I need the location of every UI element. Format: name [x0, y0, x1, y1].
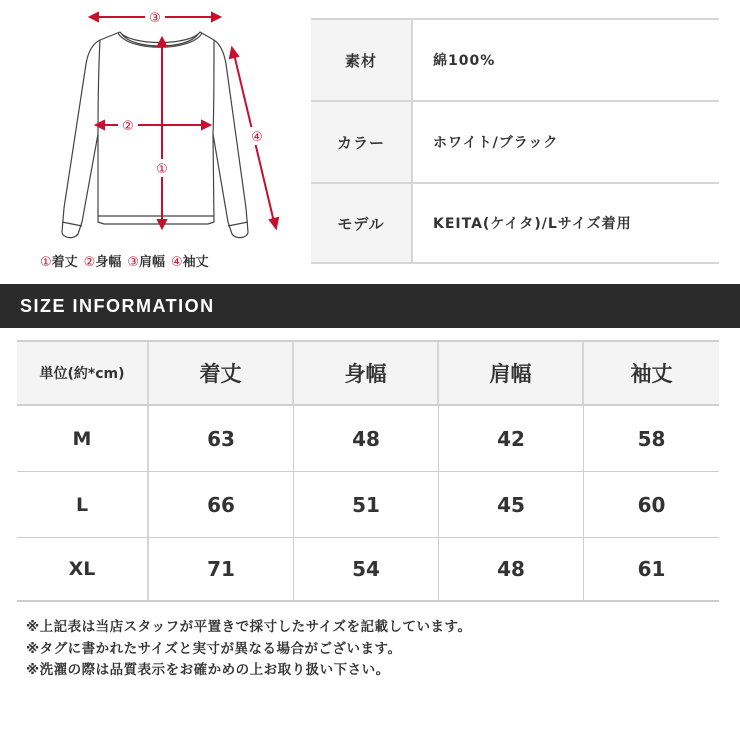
table-cell: 58 [637, 426, 666, 451]
legend-label-3: 肩幅 [139, 255, 166, 270]
marker-2: ② [122, 119, 134, 134]
size-label: XL [17, 538, 149, 600]
table-cell: 48 [439, 538, 584, 600]
legend-label-2: 身幅 [95, 255, 122, 270]
spec-row-material [311, 18, 719, 100]
table-cell: 61 [637, 557, 666, 581]
notes [26, 617, 726, 682]
header-shoulder-width: 肩幅 [439, 342, 584, 404]
legend-num-3: ③ [127, 255, 139, 270]
table-cell: 42 [439, 406, 584, 471]
spec-value: KEITA(ケイタ)/Lサイズ着用 [433, 216, 632, 232]
size-table-header [17, 340, 719, 406]
table-cell: 66 [149, 472, 294, 537]
measurement-diagram [0, 0, 290, 280]
banner-title: SIZE INFORMATION [20, 295, 215, 316]
size-table [17, 340, 719, 602]
spec-key: モデル [311, 184, 413, 262]
spec-key: 素材 [311, 20, 413, 100]
legend-label-1: 着丈 [51, 255, 78, 270]
legend-num-1: ① [40, 255, 52, 270]
spec-row-color [311, 100, 719, 182]
spec-value: 綿100% [433, 53, 496, 69]
table-cell: 54 [294, 538, 439, 600]
legend-label-4: 袖丈 [182, 255, 209, 270]
table-cell: 48 [294, 406, 439, 471]
header-body-width: 身幅 [294, 342, 439, 404]
spec-value: ホワイト/ブラック [433, 135, 559, 151]
spec-row-model [311, 182, 719, 264]
note-line: ※洗濯の際は品質表示をお確かめの上お取り扱い下さい。 [26, 662, 390, 678]
header-sleeve-length: 袖丈 [584, 342, 719, 404]
table-cell: 63 [149, 406, 294, 471]
note-line: ※上記表は当店スタッフが平置きで採寸したサイズを記載しています。 [26, 619, 472, 635]
marker-1: ① [156, 162, 168, 177]
header-length: 着丈 [149, 342, 294, 404]
marker-3: ③ [149, 11, 161, 26]
spec-key: カラー [311, 102, 413, 182]
legend-num-4: ④ [171, 255, 183, 270]
table-row [17, 472, 719, 538]
table-cell: 71 [149, 538, 294, 600]
table-row [17, 538, 719, 602]
table-cell: 51 [294, 472, 439, 537]
measurement-legend [40, 251, 280, 270]
table-cell: 60 [637, 492, 666, 517]
table-cell: 45 [439, 472, 584, 537]
header-unit: 単位(約*cm) [17, 342, 149, 404]
legend-num-2: ② [83, 255, 96, 270]
size-label: L [17, 472, 149, 537]
size-label: M [17, 406, 149, 471]
note-line: ※タグに書かれたサイズと実寸が異なる場合がございます。 [26, 640, 402, 657]
spec-table [311, 18, 719, 264]
sweatshirt-illustration [0, 0, 290, 250]
table-row [17, 406, 719, 472]
marker-4: ④ [251, 130, 263, 145]
size-information-banner [0, 284, 740, 328]
